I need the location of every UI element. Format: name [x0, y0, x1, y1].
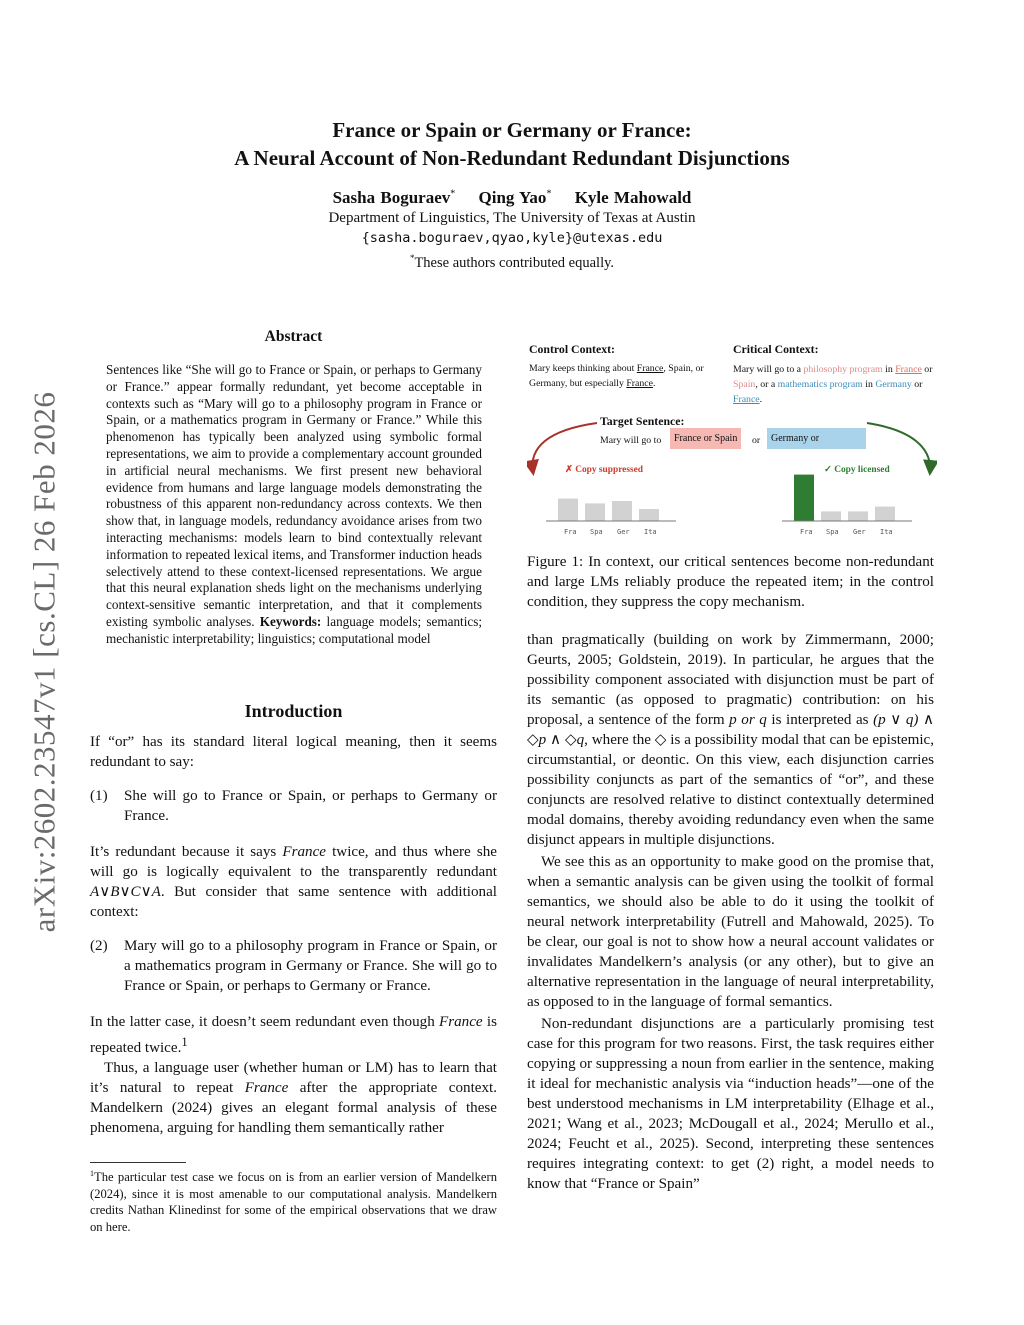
example-2	[90, 936, 497, 996]
target-sentence-label: Target Sentence:	[600, 414, 685, 428]
opportunity-paragraph: We see this as an opportunity to make good on the promise that, when a semantic analysis can be given using the toolkit of formal semantics, we should also be able to do it using the toolkit of neural network interpretability (Futrell and Mahowald, 2025). To be clear, our goal is not to show how a neural account validates or invalidates Mandelkern’s analysis (or any other), but to give an alternative representation in the language of neural interpretability, as opposed to in the language of formal semantics.	[527, 854, 934, 1010]
control-context-text: Mary keeps thinking about France, Spain, or Germany, but especially France.	[529, 363, 704, 389]
possibility-paragraph: than pragmatically (building on work by Zimmermann, 2000; Geurts, 2005; Goldstein, 2019). In particular, he argues that the possibility component associated with disjunction must be part of its semantic (as opposed to pragmatic) contribution: on his proposal, a sentence of the form p or q is interpreted as (p ∨ q) ∧ ◇p ∧ ◇q, where the ◇ is a possibility modal that can be epistemic, circumstantial, or deontic. On this view, each disjunction carries possibility conjuncts as part of the semantics of “or”, and these conjuncts are resolved relative to distinct contextually determined modal domains, thereby avoiding redundancy even when the same disjunct appears in multiple disjunctions.	[527, 632, 935, 848]
example-1	[90, 786, 497, 826]
author-list	[0, 188, 1024, 208]
mandelkern-paragraph: Thus, a language user (whether human or LM) has to learn that it’s natural to repeat France after the appropriate context. Mandelkern (2024) gives an elegant formal analysis of these phenomena, arguing for handling them semantically rather	[90, 1060, 498, 1137]
example-number: (1)	[90, 788, 108, 804]
latter-case-paragraph: In the latter case, it doesn’t seem redundant even though France is repeated twice.$^1$	[90, 1014, 497, 1057]
example-number: (2)	[90, 938, 108, 954]
intro-paragraph: If “or” has its standard literal logical meaning, then it seems redundant to say:	[90, 734, 497, 770]
target-box-france-spain: France or Spain	[670, 428, 741, 449]
bar-fra	[558, 499, 578, 521]
bar-ita	[875, 507, 895, 521]
abstract-body	[106, 362, 482, 648]
critical-context-text: Mary will go to a philosophy program in France or Spain, or a mathematics program in Germany or France.	[733, 364, 933, 405]
tick-label: Ger	[617, 528, 630, 536]
author-name: Kyle Mahowald	[574, 188, 692, 207]
left-column-body	[90, 732, 497, 1138]
footnote-ref[interactable]: 1	[181, 1035, 188, 1049]
critical-context-label: Critical Context:	[733, 342, 819, 356]
chart-copy-licensed	[782, 475, 912, 521]
example-text: She will go to France or Spain, or perhaps to Germany or France.	[124, 788, 497, 824]
tick-label: Ger	[853, 528, 866, 536]
target-prefix: Mary will go to	[600, 435, 662, 446]
paper-header	[0, 116, 1024, 273]
keywords-text: language models; semantics; mechanistic interpretability; linguistics; computational model	[106, 613, 483, 646]
footnote-divider	[90, 1162, 186, 1163]
author-mark: *	[450, 188, 456, 200]
author-name: Qing Yao	[478, 188, 547, 207]
abstract-heading: Abstract	[264, 328, 323, 345]
tick-label: Ita	[644, 528, 657, 536]
copy-suppressed-label: ✗ Copy suppressed	[565, 465, 644, 475]
target-box-germany: Germany or	[767, 428, 866, 449]
affiliation: Department of Linguistics, The University of Texas at Austin	[328, 210, 696, 226]
tick-label: Spa	[826, 528, 839, 536]
author-mark: *	[546, 188, 552, 200]
tick-label: Ita	[880, 528, 893, 536]
target-or: or	[752, 435, 761, 446]
author-email: {sasha.boguraev,qyao,kyle}@utexas.edu	[361, 230, 663, 246]
figure-1	[527, 338, 937, 543]
paper-title-line2: A Neural Account of Non-Redundant Redundant Disjunctions	[234, 146, 790, 170]
keywords-label: Keywords:	[259, 613, 322, 629]
bar-spa	[821, 511, 841, 521]
arxiv-stamp: arXiv:2602.23547v1 [cs.CL] 26 Feb 2026	[26, 391, 61, 933]
author-name: Sasha Boguraev	[332, 188, 451, 207]
bar-ita	[639, 509, 659, 521]
paper-title-line1: France or Spain or Germany or France:	[332, 118, 692, 142]
figure-caption: Figure 1: In context, our critical sentences become non-redundant and large LMs reliably produce the repeated item; in the control condition, they suppress the copy mechanism.	[527, 554, 934, 610]
tick-label: Fra	[800, 528, 813, 536]
tick-label: Fra	[564, 528, 577, 536]
bar-spa	[585, 503, 605, 521]
bar-fra	[794, 475, 814, 521]
abstract-text: Sentences like “She will go to France or Spain, or perhaps to Germany or France.” appear formally redundant, yet become acceptable in contexts such as “Mary will go to a philosophy program in France or Spain, or a mathematics program in Germany or France.” While this phenomenon has typically been analyzed using symbolic formal representations, we aim to provide a complementary account grounded in artificial neural mechanisms. We first present new behavioral evidence from humans and large language models demonstrating the robustness of this apparent non-redundancy across contexts. We then show that, in language models, redundancy avoidance arises from two interacting mechanisms: models learn to bind contextually relevant information to repeated lexical items, and Transformer induction heads selectively attend to these context-licensed representations. We argue that this neural explanation sheds light on the mechanisms underlying context-sensitive semantic interpretation, and that it complements existing symbolic analyses.	[106, 362, 482, 629]
footnote: $^1$The particular test case we focus on is from an earlier version of Mandelkern (2024), since it is most amenable to our computational analysis. Mandelkern credits Nathan Klinedinst for some of the empirical observations that we draw on here.	[90, 1169, 497, 1234]
right-column-body	[527, 630, 934, 1196]
copy-licensed-label: ✓ Copy licensed	[824, 465, 890, 475]
test-case-paragraph: Non-redundant disjunctions are a particularly promising test case for this program for two reasons. First, the task requires either copying or suppressing a noun from earlier in the sentence, making it ideal for mechanistic analysis via “induction heads”—one of the best understood mechanisms in LM interpretability (Elhage et al., 2021; Wang et al., 2023; McDougall et al., 2024; Merullo et al., 2024; Feucht et al., 2025). Second, interpreting these sentences requires integrating context: to get (2) right, a model needs to know that “France or Spain”	[527, 1016, 934, 1192]
bar-ger	[848, 511, 868, 521]
tick-label: Spa	[590, 528, 603, 536]
bar-ger	[612, 501, 632, 521]
control-context-label: Control Context:	[529, 342, 615, 356]
example-text: Mary will go to a philosophy program in France or Spain, or a mathematics program in Germany or France. She will go to France or Spain, or perhaps to Germany or France.	[124, 938, 497, 994]
redundancy-paragraph: It’s redundant because it says France twice, and thus where she will go is logically equivalent to the transparently redundant A∨B∨C∨A. But consider that same sentence with additional context:	[90, 844, 497, 920]
chart-copy-suppressed	[546, 499, 676, 521]
introduction-heading: Introduction	[244, 701, 343, 721]
equal-contribution-note: *These authors contributed equally.	[409, 253, 615, 271]
